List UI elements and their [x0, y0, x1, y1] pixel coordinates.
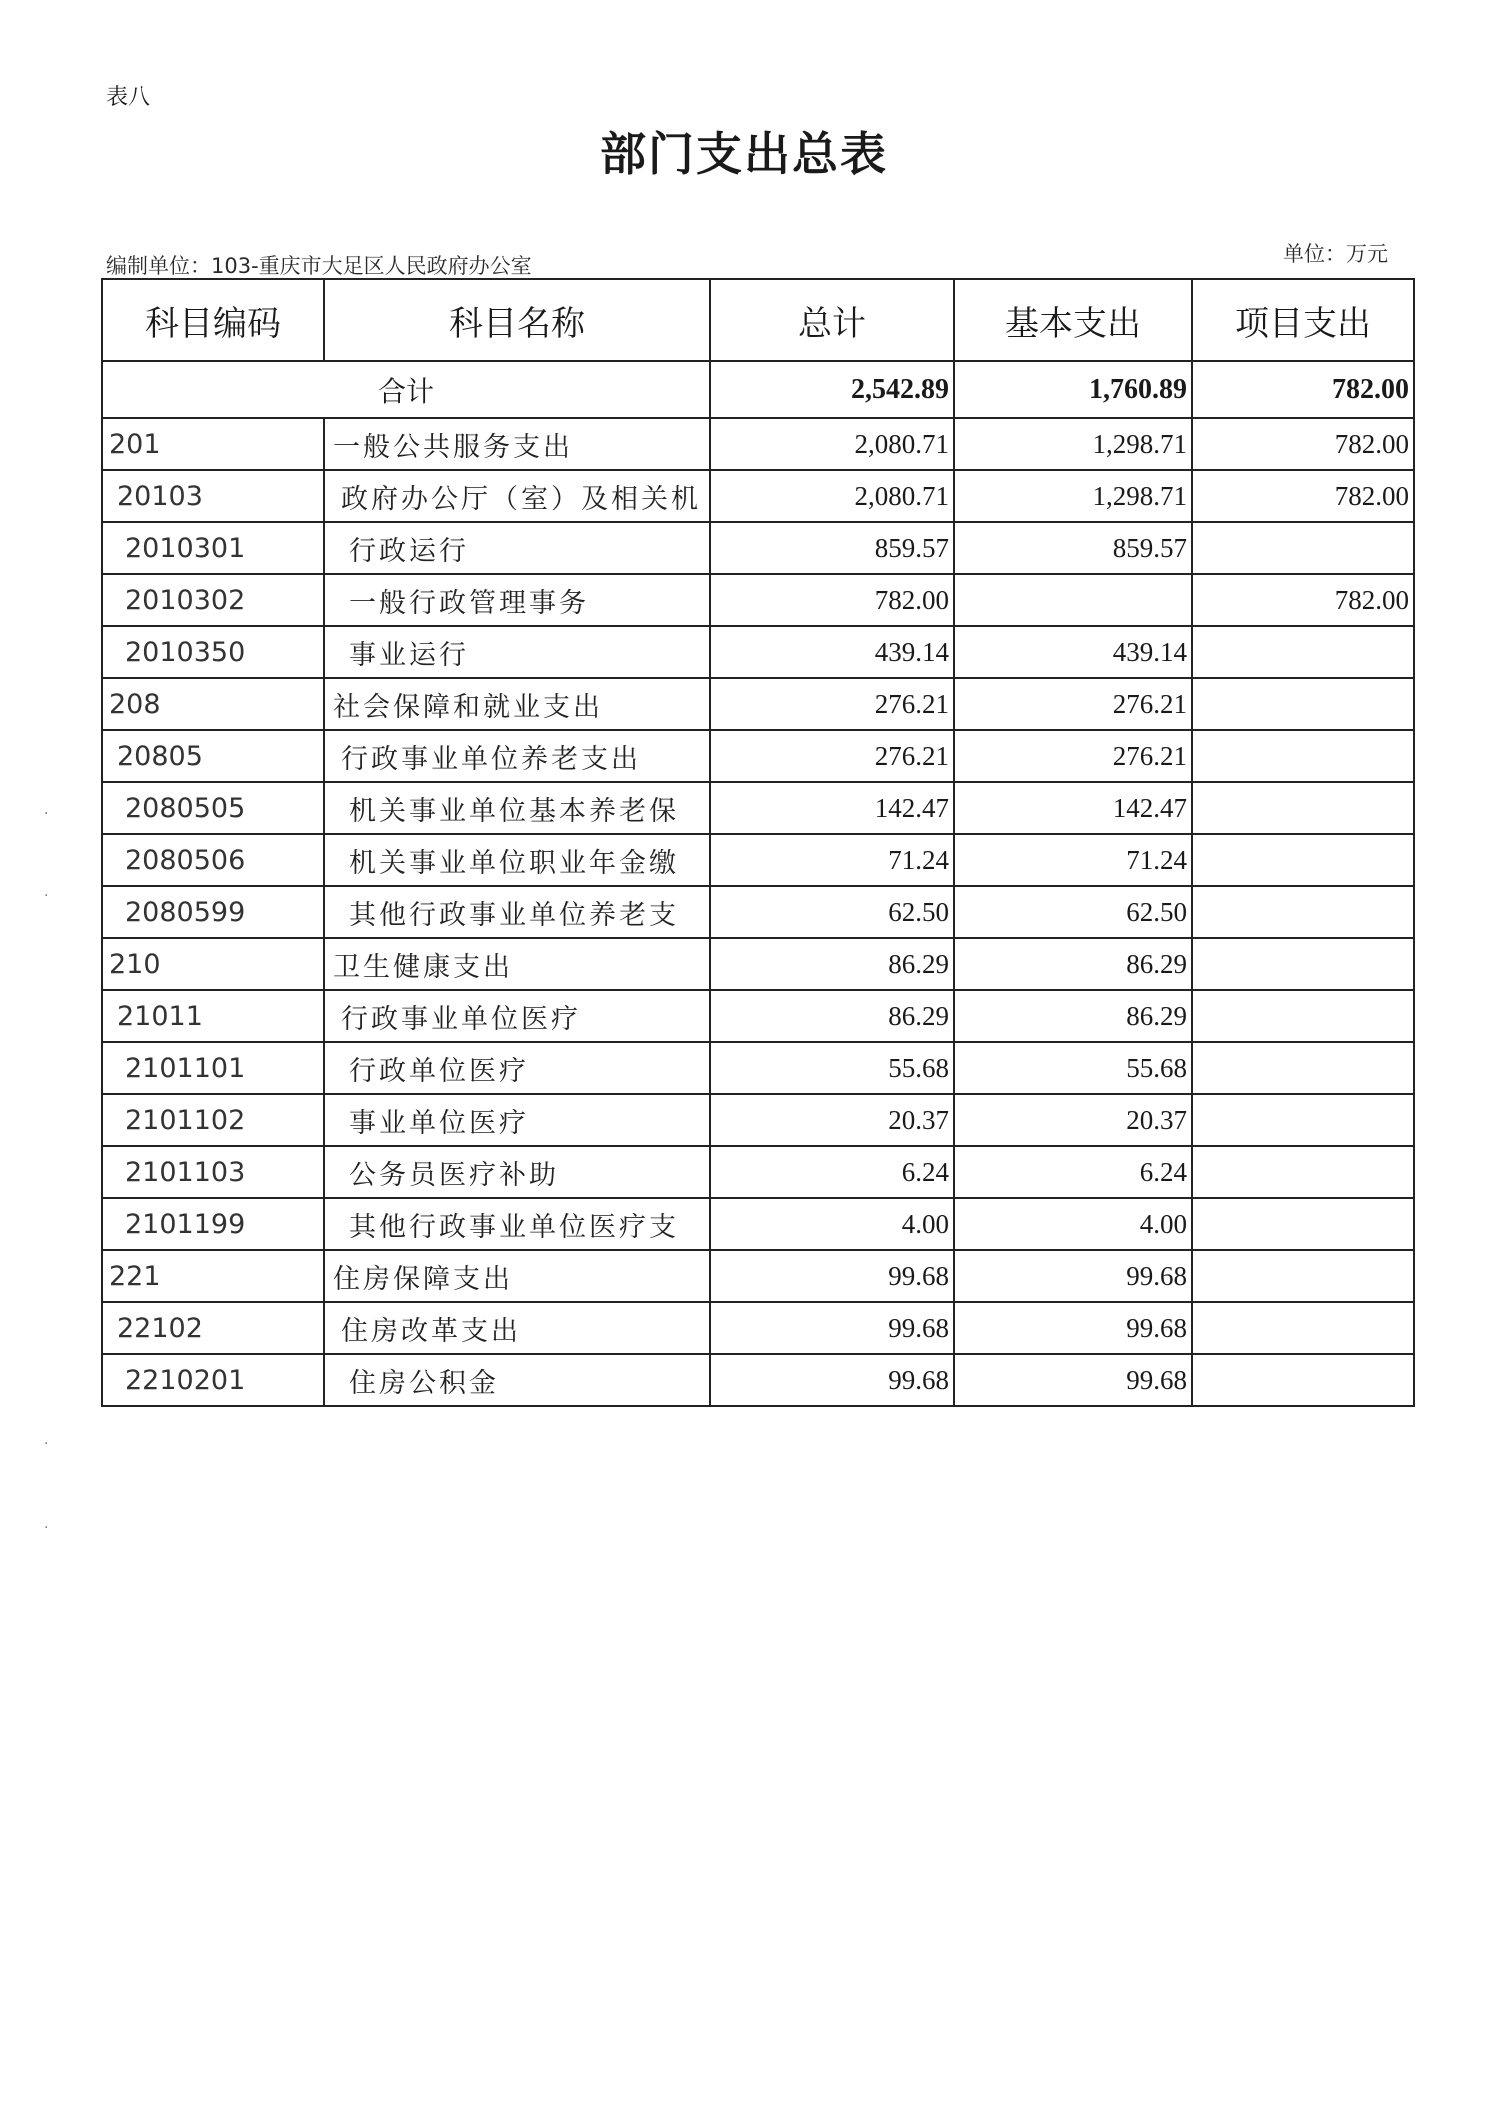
row-project-cell [1192, 522, 1414, 574]
table-row [102, 522, 1414, 574]
table-row [102, 574, 1414, 626]
row-total-cell: 782.00 [710, 574, 954, 626]
table-row [102, 470, 1414, 522]
row-code-cell: 21011 [102, 990, 324, 1042]
row-code-cell: 2101101 [102, 1042, 324, 1094]
compiling-unit-label: 编制单位：103-重庆市大足区人民政府办公室 [106, 254, 532, 278]
column-header-total: 总计 [710, 279, 954, 361]
row-name-cell: 住房改革支出 [324, 1302, 710, 1354]
row-name-cell: 住房公积金 [324, 1354, 710, 1406]
scan-artifact: · [44, 1436, 49, 1452]
row-total-cell: 62.50 [710, 886, 954, 938]
row-code-cell: 2080505 [102, 782, 324, 834]
scan-artifact: · [44, 1520, 49, 1536]
row-name-cell: 其他行政事业单位养老支 [324, 886, 710, 938]
row-project-cell [1192, 1354, 1414, 1406]
row-name-cell: 行政事业单位医疗 [324, 990, 710, 1042]
row-basic-cell: 55.68 [954, 1042, 1192, 1094]
row-project-cell: 782.00 [1192, 418, 1414, 470]
row-code-cell: 2210201 [102, 1354, 324, 1406]
row-code-cell: 2010301 [102, 522, 324, 574]
row-name-cell: 公务员医疗补助 [324, 1146, 710, 1198]
page-title: 部门支出总表 [600, 127, 888, 181]
row-project-cell [1192, 1042, 1414, 1094]
row-name-cell: 其他行政事业单位医疗支 [324, 1198, 710, 1250]
row-total-cell: 99.68 [710, 1354, 954, 1406]
row-code-cell: 221 [102, 1250, 324, 1302]
table-header-row [102, 279, 1414, 361]
row-basic-cell: 71.24 [954, 834, 1192, 886]
currency-unit-label: 单位：万元 [1283, 242, 1388, 266]
table-row [102, 1250, 1414, 1302]
row-code-cell: 201 [102, 418, 324, 470]
table-row [102, 1302, 1414, 1354]
row-total-cell: 142.47 [710, 782, 954, 834]
row-name-cell: 行政事业单位养老支出 [324, 730, 710, 782]
row-name-cell: 住房保障支出 [324, 1250, 710, 1302]
table-row [102, 418, 1414, 470]
row-total-cell: 71.24 [710, 834, 954, 886]
row-name-cell: 政府办公厅（室）及相关机 [324, 470, 710, 522]
row-basic-cell: 1,298.71 [954, 470, 1192, 522]
row-name-cell: 机关事业单位基本养老保 [324, 782, 710, 834]
row-project-cell [1192, 1094, 1414, 1146]
row-name-cell: 行政单位医疗 [324, 1042, 710, 1094]
row-basic-cell: 859.57 [954, 522, 1192, 574]
row-basic-cell [954, 574, 1192, 626]
row-basic-cell: 439.14 [954, 626, 1192, 678]
row-basic-cell: 20.37 [954, 1094, 1192, 1146]
row-project-cell [1192, 678, 1414, 730]
row-project-cell [1192, 990, 1414, 1042]
total-basic-cell: 1,760.89 [954, 361, 1192, 418]
row-name-cell: 行政运行 [324, 522, 710, 574]
column-header-basic: 基本支出 [954, 279, 1192, 361]
table-row [102, 938, 1414, 990]
row-total-cell: 439.14 [710, 626, 954, 678]
row-project-cell [1192, 938, 1414, 990]
row-code-cell: 22102 [102, 1302, 324, 1354]
row-project-cell [1192, 1302, 1414, 1354]
row-basic-cell: 1,298.71 [954, 418, 1192, 470]
row-total-cell: 99.68 [710, 1250, 954, 1302]
row-basic-cell: 62.50 [954, 886, 1192, 938]
row-name-cell: 事业单位医疗 [324, 1094, 710, 1146]
table-number-label: 表八 [106, 85, 151, 110]
row-code-cell: 20805 [102, 730, 324, 782]
expenditure-table [101, 278, 1415, 1407]
total-label: 合计 [102, 361, 710, 418]
row-name-cell: 社会保障和就业支出 [324, 678, 710, 730]
table-row [102, 730, 1414, 782]
row-project-cell: 782.00 [1192, 574, 1414, 626]
row-name-cell: 一般行政管理事务 [324, 574, 710, 626]
column-header-name: 科目名称 [324, 279, 710, 361]
row-name-cell: 一般公共服务支出 [324, 418, 710, 470]
table-row [102, 1146, 1414, 1198]
row-total-cell: 86.29 [710, 990, 954, 1042]
row-total-cell: 99.68 [710, 1302, 954, 1354]
row-name-cell: 卫生健康支出 [324, 938, 710, 990]
row-project-cell [1192, 834, 1414, 886]
table-row [102, 1094, 1414, 1146]
row-basic-cell: 276.21 [954, 730, 1192, 782]
table-row [102, 1042, 1414, 1094]
row-basic-cell: 4.00 [954, 1198, 1192, 1250]
row-total-cell: 55.68 [710, 1042, 954, 1094]
row-basic-cell: 86.29 [954, 990, 1192, 1042]
row-code-cell: 2010350 [102, 626, 324, 678]
table-row [102, 1354, 1414, 1406]
total-row [102, 361, 1414, 418]
row-basic-cell: 99.68 [954, 1354, 1192, 1406]
row-code-cell: 2080506 [102, 834, 324, 886]
row-total-cell: 276.21 [710, 730, 954, 782]
table-row [102, 990, 1414, 1042]
row-basic-cell: 99.68 [954, 1250, 1192, 1302]
row-code-cell: 210 [102, 938, 324, 990]
row-name-cell: 机关事业单位职业年金缴 [324, 834, 710, 886]
row-total-cell: 20.37 [710, 1094, 954, 1146]
column-header-project: 项目支出 [1192, 279, 1414, 361]
row-code-cell: 208 [102, 678, 324, 730]
row-basic-cell: 142.47 [954, 782, 1192, 834]
row-project-cell [1192, 626, 1414, 678]
row-project-cell [1192, 730, 1414, 782]
row-total-cell: 2,080.71 [710, 418, 954, 470]
scan-artifact: · [44, 806, 49, 822]
table-row [102, 834, 1414, 886]
row-project-cell [1192, 886, 1414, 938]
row-project-cell: 782.00 [1192, 470, 1414, 522]
row-basic-cell: 276.21 [954, 678, 1192, 730]
row-code-cell: 2101199 [102, 1198, 324, 1250]
row-code-cell: 2101103 [102, 1146, 324, 1198]
table-row [102, 678, 1414, 730]
table-row [102, 1198, 1414, 1250]
row-basic-cell: 99.68 [954, 1302, 1192, 1354]
row-code-cell: 2010302 [102, 574, 324, 626]
row-total-cell: 4.00 [710, 1198, 954, 1250]
row-basic-cell: 6.24 [954, 1146, 1192, 1198]
row-project-cell [1192, 1146, 1414, 1198]
column-header-code: 科目编码 [102, 279, 324, 361]
table-row [102, 626, 1414, 678]
total-sum-cell: 2,542.89 [710, 361, 954, 418]
row-name-cell: 事业运行 [324, 626, 710, 678]
row-basic-cell: 86.29 [954, 938, 1192, 990]
row-total-cell: 859.57 [710, 522, 954, 574]
row-code-cell: 2101102 [102, 1094, 324, 1146]
scan-artifact: · [44, 888, 49, 904]
row-project-cell [1192, 1250, 1414, 1302]
row-code-cell: 20103 [102, 470, 324, 522]
row-project-cell [1192, 782, 1414, 834]
table-row [102, 886, 1414, 938]
row-total-cell: 6.24 [710, 1146, 954, 1198]
row-total-cell: 276.21 [710, 678, 954, 730]
row-project-cell [1192, 1198, 1414, 1250]
total-project-cell: 782.00 [1192, 361, 1414, 418]
row-total-cell: 86.29 [710, 938, 954, 990]
row-total-cell: 2,080.71 [710, 470, 954, 522]
table-row [102, 782, 1414, 834]
row-code-cell: 2080599 [102, 886, 324, 938]
